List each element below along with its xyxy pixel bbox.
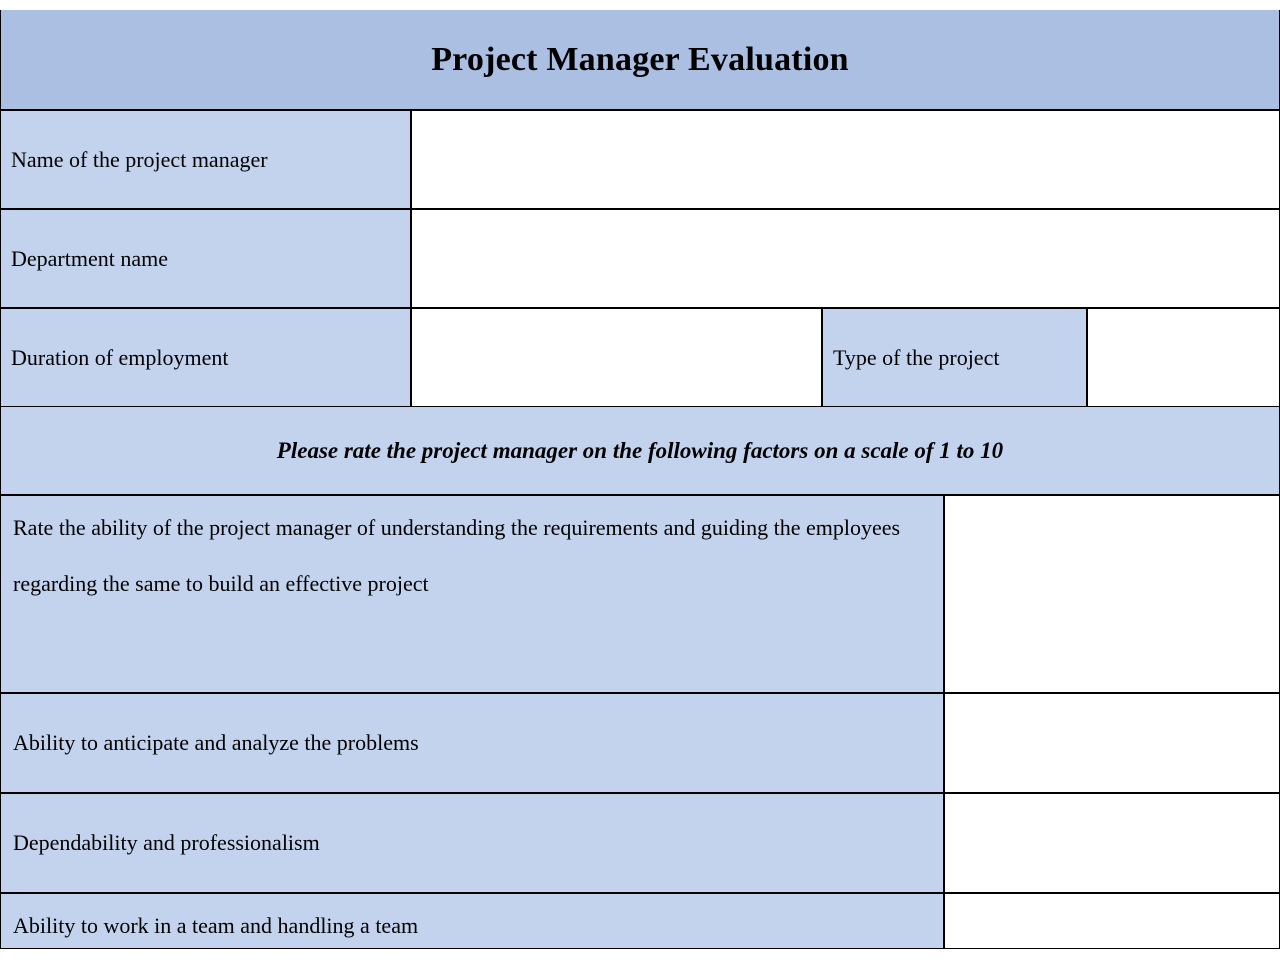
criterion-label-4: Ability to work in a team and handling a team (0, 893, 944, 949)
manager-name-input[interactable] (411, 110, 1280, 209)
top-margin (0, 0, 1280, 10)
field-label-department-name: Department name (0, 209, 411, 308)
page-title: Project Manager Evaluation (431, 40, 849, 78)
form-title-bar (0, 10, 1280, 110)
table-row (0, 793, 1280, 893)
instruction-text: Please rate the project manager on the following factors on a scale of 1 to 10 (276, 437, 1004, 463)
field-label-duration: Duration of employment (0, 308, 411, 407)
table-row (0, 893, 1280, 949)
field-label-project-type: Type of the project (822, 308, 1087, 407)
score-input-2[interactable] (944, 693, 1280, 793)
score-input-4[interactable] (944, 893, 1280, 949)
department-name-input[interactable] (411, 209, 1280, 308)
criterion-label-1: Rate the ability of the project manager of understanding the requirements and guiding the employees regarding the same to build an effective project (0, 495, 944, 693)
table-row (0, 495, 1280, 693)
score-input-3[interactable] (944, 793, 1280, 893)
duration-input[interactable] (411, 308, 822, 407)
score-input-1[interactable] (944, 495, 1280, 693)
table-row (0, 693, 1280, 793)
project-type-input[interactable] (1087, 308, 1280, 407)
criterion-label-2: Ability to anticipate and analyze the problems (0, 693, 944, 793)
criterion-label-3: Dependability and professionalism (0, 793, 944, 893)
instruction-band (0, 407, 1280, 495)
table-row (0, 209, 1280, 308)
table-row (0, 110, 1280, 209)
table-row (0, 308, 1280, 407)
field-label-manager-name: Name of the project manager (0, 110, 411, 209)
